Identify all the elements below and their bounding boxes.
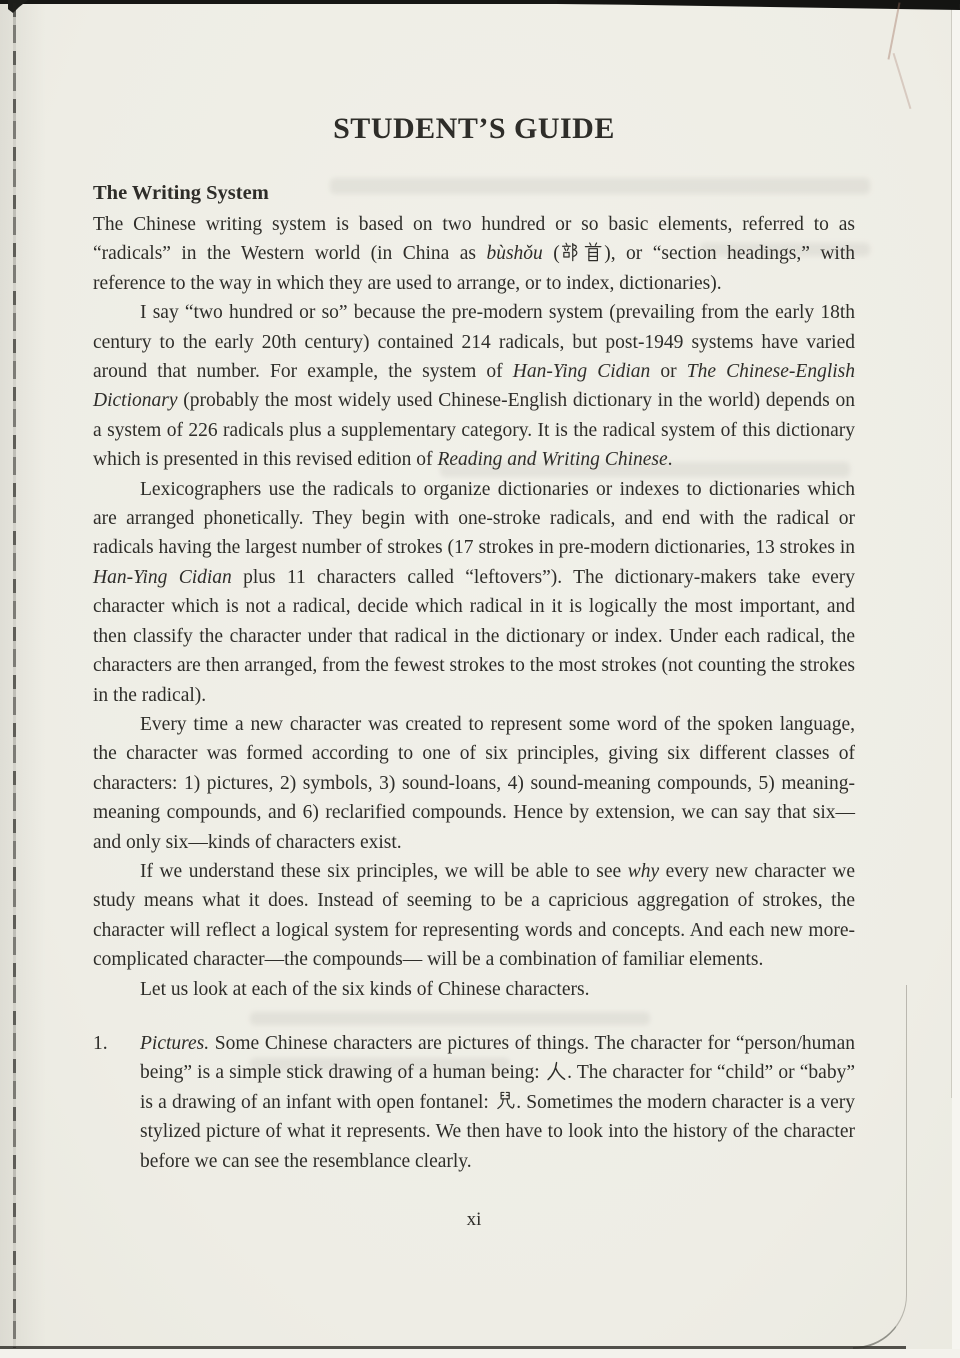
body-paragraphs <box>93 210 855 1004</box>
section-heading: The Writing System <box>93 182 269 204</box>
text-run: or <box>650 361 687 383</box>
text-run: Every time a new character was created to represent some word of the spoken language, the character was formed according to one of six principles, giving six different classes of characters: 1) pictures, 2) symbols, 3) sound-loans, 4) sound-meaning compounds, 5) meaning-meaning compounds, and 6) reclarified compounds. Hence by extension, we can say that six—and only six—kinds of characters exist. <box>93 713 855 853</box>
cjk-character <box>495 1090 515 1110</box>
text-run: If we understand these six principles, we will be able to see <box>140 860 628 882</box>
italic-text-run: why <box>627 860 660 882</box>
list-item-number: 1. <box>93 1032 108 1054</box>
page-crease <box>887 2 900 59</box>
italic-text-run: Pictures. <box>140 1032 210 1054</box>
scanner-background-bottom <box>0 1349 960 1358</box>
text-run: . The character for “child” or “baby” is a drawing of an infant with open fontanel: <box>140 1062 855 1113</box>
text-run: I say “two hundred or so” because the pre-modern system (prevailing from the early 18th century to the early 20th century) contained 214 radicals, but post-1949 systems have varied around that number. For example, the system of <box>93 302 855 383</box>
text-run: The Chinese writing system is based on two hundred or so basic elements, referred to as “radicals” in the Western world (in China as <box>93 214 855 265</box>
page-number: xi <box>466 1209 482 1230</box>
list-item <box>93 1029 855 1176</box>
text-run: Some Chinese characters are pictures of things. The character for “person/human being” is a simple stick drawing of a human being: <box>140 1032 855 1084</box>
paragraph <box>93 210 855 298</box>
page-crease <box>893 53 912 109</box>
page-corner-curve <box>853 985 907 1349</box>
page-title: STUDENT’S GUIDE <box>333 112 615 145</box>
cjk-character <box>561 242 581 262</box>
italic-text-run: bùshǒu <box>486 243 543 265</box>
paragraph <box>93 710 855 857</box>
text-run: plus 11 characters called “leftovers”). The dictionary-makers take every character which is not a radical, decide which radical in it is logically the most important, and then classify the character under that radical in the dictionary or index. Under each radical, the characters are then arranged, from the fewest strokes to the most strokes (not counting the strokes in the radical). <box>93 566 856 706</box>
numbered-list <box>93 1029 855 1176</box>
text-run: . Sometimes the modern character is a very stylized picture of what it represents. We then have to look into the history of the character before we can see the resemblance clearly. <box>140 1091 856 1172</box>
text-run: ( <box>542 243 560 265</box>
text-run: ), or “section headings,” with reference to the way in which they are used to arrange, or to index, dictionaries). <box>93 243 856 294</box>
paragraph <box>93 475 855 710</box>
page-left-edge <box>13 3 16 1348</box>
cjk-character <box>583 242 603 262</box>
text-run: Lexicographers use the radicals to organize dictionaries or indexes to dictionaries which are arranged phonetically. They begin with one-stroke radicals, and end with the radical or radicals having the largest number of strokes (17 strokes in pre-modern dictionaries, 13 strokes in <box>93 478 855 559</box>
paragraph <box>93 857 855 975</box>
page-right-edge <box>951 0 952 1098</box>
italic-text-run: Reading and Writing Chinese <box>437 449 668 471</box>
text-run: . <box>667 449 673 471</box>
paragraph <box>93 975 855 1004</box>
italic-text-run: The Chinese-English Dictionary <box>93 361 855 412</box>
italic-text-run: Han-Ying Cidian <box>93 566 232 588</box>
scanner-background-strip <box>952 0 960 1358</box>
page-content <box>93 0 855 1232</box>
text-run: (probably the most widely used Chinese-English dictionary in the world) depends on a system of 226 radicals plus a supplementary category. It is the radical system of this dictionary which is presented in this revised edition of <box>93 390 855 471</box>
list-item-text <box>140 1029 855 1176</box>
text-run: every new character we study means what it does. Instead of seeming to be a capricious aggregation of strokes, the character will reflect a logical system for representing words and concepts. And each new more-complicated character—the compounds— will be a combination of familiar elements. <box>93 860 855 971</box>
paragraph <box>93 298 855 474</box>
binding-shadow <box>0 0 46 1358</box>
text-run: Let us look at each of the six kinds of Chinese characters. <box>140 978 590 1000</box>
cjk-character <box>546 1061 566 1081</box>
italic-text-run: Han-Ying Cidian <box>512 361 651 383</box>
